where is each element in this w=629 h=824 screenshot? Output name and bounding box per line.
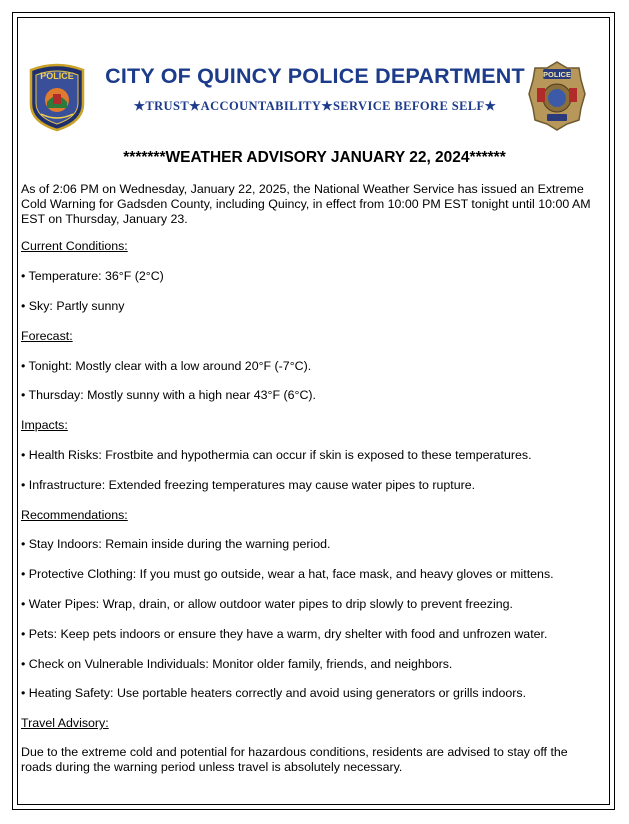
department-motto: ★TRUST★ACCOUNTABILITY★SERVICE BEFORE SELF★ <box>133 99 497 113</box>
police-patch-logo <box>27 60 87 132</box>
left-badge-text: POLICE <box>40 71 74 81</box>
list-item: • Temperature: 36°F (2°C) <box>21 269 164 284</box>
forecast-heading: Forecast: <box>21 328 73 343</box>
travel-advisory-text: Due to the extreme cold and potential for hazardous conditions, residents are advised to stay off the roads during the warning period unless travel is absolutely necessary. <box>21 744 568 774</box>
list-item: • Sky: Partly sunny <box>21 298 125 313</box>
department-title: CITY OF QUINCY POLICE DEPARTMENT <box>105 64 525 88</box>
list-item: • Tonight: Mostly clear with a low around 20°F (-7°C). <box>21 358 312 373</box>
travel-advisory-heading: Travel Advisory: <box>21 716 109 731</box>
list-item: • Thursday: Mostly sunny with a high near 43°F (6°C). <box>21 388 316 403</box>
advisory-body <box>21 182 601 775</box>
current-conditions-heading: Current Conditions: <box>21 239 128 254</box>
right-badge-text: POLICE <box>543 70 571 79</box>
list-item: • Heating Safety: Use portable heaters correctly and avoid using generators or grills indoors. <box>21 686 527 701</box>
impacts-heading: Impacts: <box>21 418 68 433</box>
advisory-title: *******WEATHER ADVISORY JANUARY 22, 2024****** <box>123 149 506 166</box>
recommendations-heading: Recommendations: <box>21 507 128 522</box>
list-item: • Protective Clothing: If you must go outside, wear a hat, face mask, and heavy gloves or mittens. <box>21 567 554 582</box>
list-item: • Stay Indoors: Remain inside during the warning period. <box>21 537 331 552</box>
list-item: • Check on Vulnerable Individuals: Monitor older family, friends, and neighbors. <box>21 656 453 671</box>
list-item: • Water Pipes: Wrap, drain, or allow outdoor water pipes to drip slowly to prevent freezing. <box>21 596 513 611</box>
intro-paragraph: As of 2:06 PM on Wednesday, January 22, 2025, the National Weather Service has issued an Extreme Cold Warning for Gadsden County, including Quincy, in effect from 10:00 PM EST tonight until 10:00 AM EST on Thursday, January 23. <box>21 182 591 226</box>
list-item: • Health Risks: Frostbite and hypothermia can occur if skin is exposed to these temperatures. <box>21 447 532 462</box>
police-badge-logo <box>527 60 587 132</box>
list-item: • Infrastructure: Extended freezing temperatures may cause water pipes to rupture. <box>21 477 476 492</box>
list-item: • Pets: Keep pets indoors or ensure they have a warm, dry shelter with food and unfrozen water. <box>21 626 548 641</box>
